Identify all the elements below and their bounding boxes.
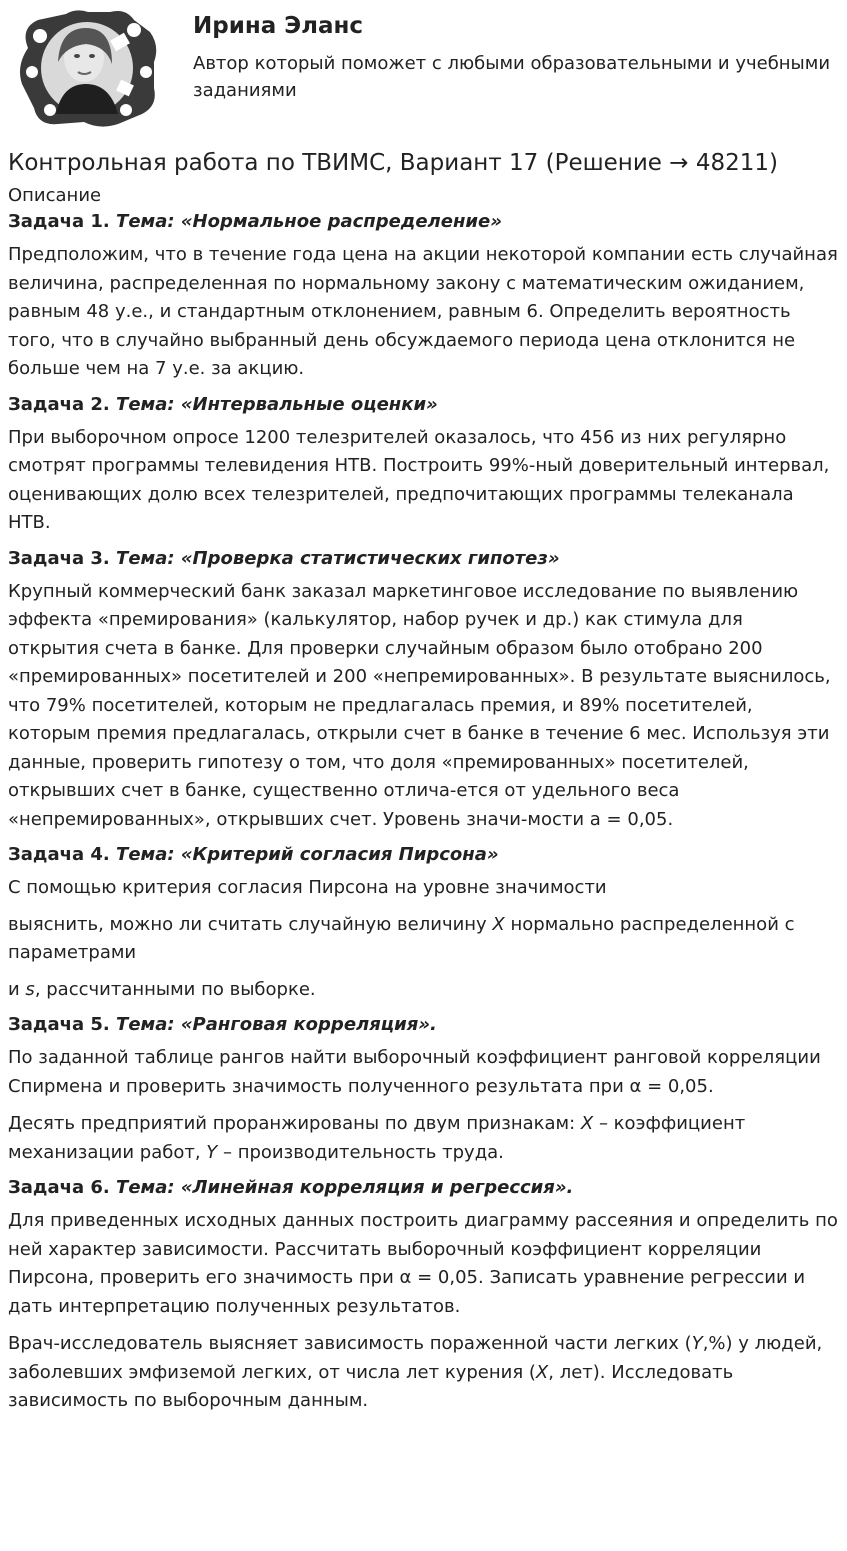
text-part: ,%) у людей, заболевших эмфиземой легких, от числа лет курения ( xyxy=(8,1333,823,1383)
task-heading xyxy=(8,843,839,867)
task-heading xyxy=(8,1013,839,1037)
task-heading xyxy=(8,393,839,417)
task-heading xyxy=(8,547,839,571)
task-5 xyxy=(8,1013,839,1167)
task-heading xyxy=(8,1176,839,1200)
task-label: Задача 4. xyxy=(8,844,110,865)
author-description: Автор который поможет с любыми образовательными и учебными заданиями xyxy=(193,53,831,101)
task-topic: Тема: «Проверка статистических гипотез» xyxy=(116,547,560,569)
task-text xyxy=(8,976,839,1005)
description-label: Описание xyxy=(8,185,102,206)
task-text: С помощью критерия согласия Пирсона на уровне значимости xyxy=(8,877,607,898)
text-part: , рассчитанными по выборке. xyxy=(34,978,316,1000)
task-topic: Тема: «Ранговая корреляция». xyxy=(116,1014,437,1035)
text-part: нормально распределенной с параметрами xyxy=(8,913,795,963)
task-topic: Тема: «Интервальные оценки» xyxy=(116,393,438,415)
variable: s xyxy=(25,978,35,1000)
task-topic: Тема: «Линейная корреляция и регрессия». xyxy=(116,1177,574,1198)
author-block xyxy=(8,0,839,140)
variable: Y xyxy=(206,1141,218,1163)
task-topic: Тема: «Критерий согласия Пирсона» xyxy=(116,844,499,865)
variable: Y xyxy=(691,1333,703,1354)
variable: X xyxy=(492,913,505,935)
text-part: Врач-исследователь выясняет зависимость пораженной части легких ( xyxy=(8,1333,692,1354)
task-topic: Тема: «Нормальное распределение» xyxy=(116,211,502,232)
task-4 xyxy=(8,843,839,1004)
task-text: Предположим, что в течение года цена на акции некоторой компании есть случайная величина, распределенная по нормальному закону с математическим ожиданием, равным 48 у.е., и стандартным отклонением, равным 6. Определить вероятность того, что в случайно выбранный день обсуждаемого периода цена отклонится не больше чем на 7 у.е. за акцию. xyxy=(8,244,838,379)
task-label: Задача 6. xyxy=(8,1177,110,1198)
task-1 xyxy=(8,210,839,384)
text-part: – производительность труда. xyxy=(217,1141,504,1163)
variable: X xyxy=(580,1113,594,1134)
text-part: , лет). Исследовать зависимость по выборочным данным. xyxy=(8,1361,734,1411)
task-label: Задача 1. xyxy=(8,211,110,232)
task-label: Задача 3. xyxy=(8,547,110,569)
task-label: Задача 2. xyxy=(8,393,110,415)
task-3 xyxy=(8,547,839,835)
text-part: выяснить, можно ли считать случайную величину xyxy=(8,913,493,935)
text-part: – коэффициент механизации работ, xyxy=(8,1113,746,1163)
task-heading xyxy=(8,210,839,234)
task-label: Задача 5. xyxy=(8,1014,110,1035)
task-text xyxy=(8,911,839,968)
task-text: Для приведенных исходных данных построить диаграмму рассеяния и определить по ней характер зависимости. Рассчитать выборочный коэффициент корреляции Пирсона, проверить его значимость при α = 0,05. Записать уравнение регрессии и дать интерпретацию полученных результатов. xyxy=(8,1210,838,1317)
author-name[interactable]: Ирина Эланс xyxy=(193,13,364,39)
text-part: и xyxy=(8,978,26,1000)
task-text: По заданной таблице рангов найти выборочный коэффициент ранговой корреляции Спирмена и проверить значимость полученного результата при α = 0,05. xyxy=(8,1047,821,1097)
author-avatar[interactable] xyxy=(14,6,160,128)
task-2 xyxy=(8,393,839,538)
task-text xyxy=(8,1110,839,1167)
task-6 xyxy=(8,1176,839,1416)
task-text: Крупный коммерческий банк заказал маркетинговое исследование по выявлению эффекта «премирования» (калькулятор, набор ручек и др.) как стимула для открытия счета в банке. Для проверки случайным образом было отобрано 200 «премированных» посетителей и 200 «непремированных». В результате выяснилось, что 79% посетителей, которым не предлагалась премия, и 89% посетителей, которым премия предлагалась, открыли счет в банке в течение 6 мес. Используя эти данные, проверить гипотезу о том, что доля «премированных» посетителей, открывших счет в банке, существенно отлича-ется от удельного веса «непремированных», открывших счет. Уровень значи-мости а = 0,05. xyxy=(8,580,831,830)
task-text: При выборочном опросе 1200 телезрителей оказалось, что 456 из них регулярно смотрят программы телевидения НТВ. Построить 99%-ный доверительный интервал, оценивающих долю всех телезрителей, предпочитающих программы телеканала НТВ. xyxy=(8,426,830,533)
text-part: Десять предприятий проранжированы по двум признакам: xyxy=(8,1113,581,1134)
page-title: Контрольная работа по ТВИМС, Вариант 17 (Решение → 48211) xyxy=(8,150,778,176)
task-text xyxy=(8,1330,839,1416)
variable: X xyxy=(535,1361,549,1383)
